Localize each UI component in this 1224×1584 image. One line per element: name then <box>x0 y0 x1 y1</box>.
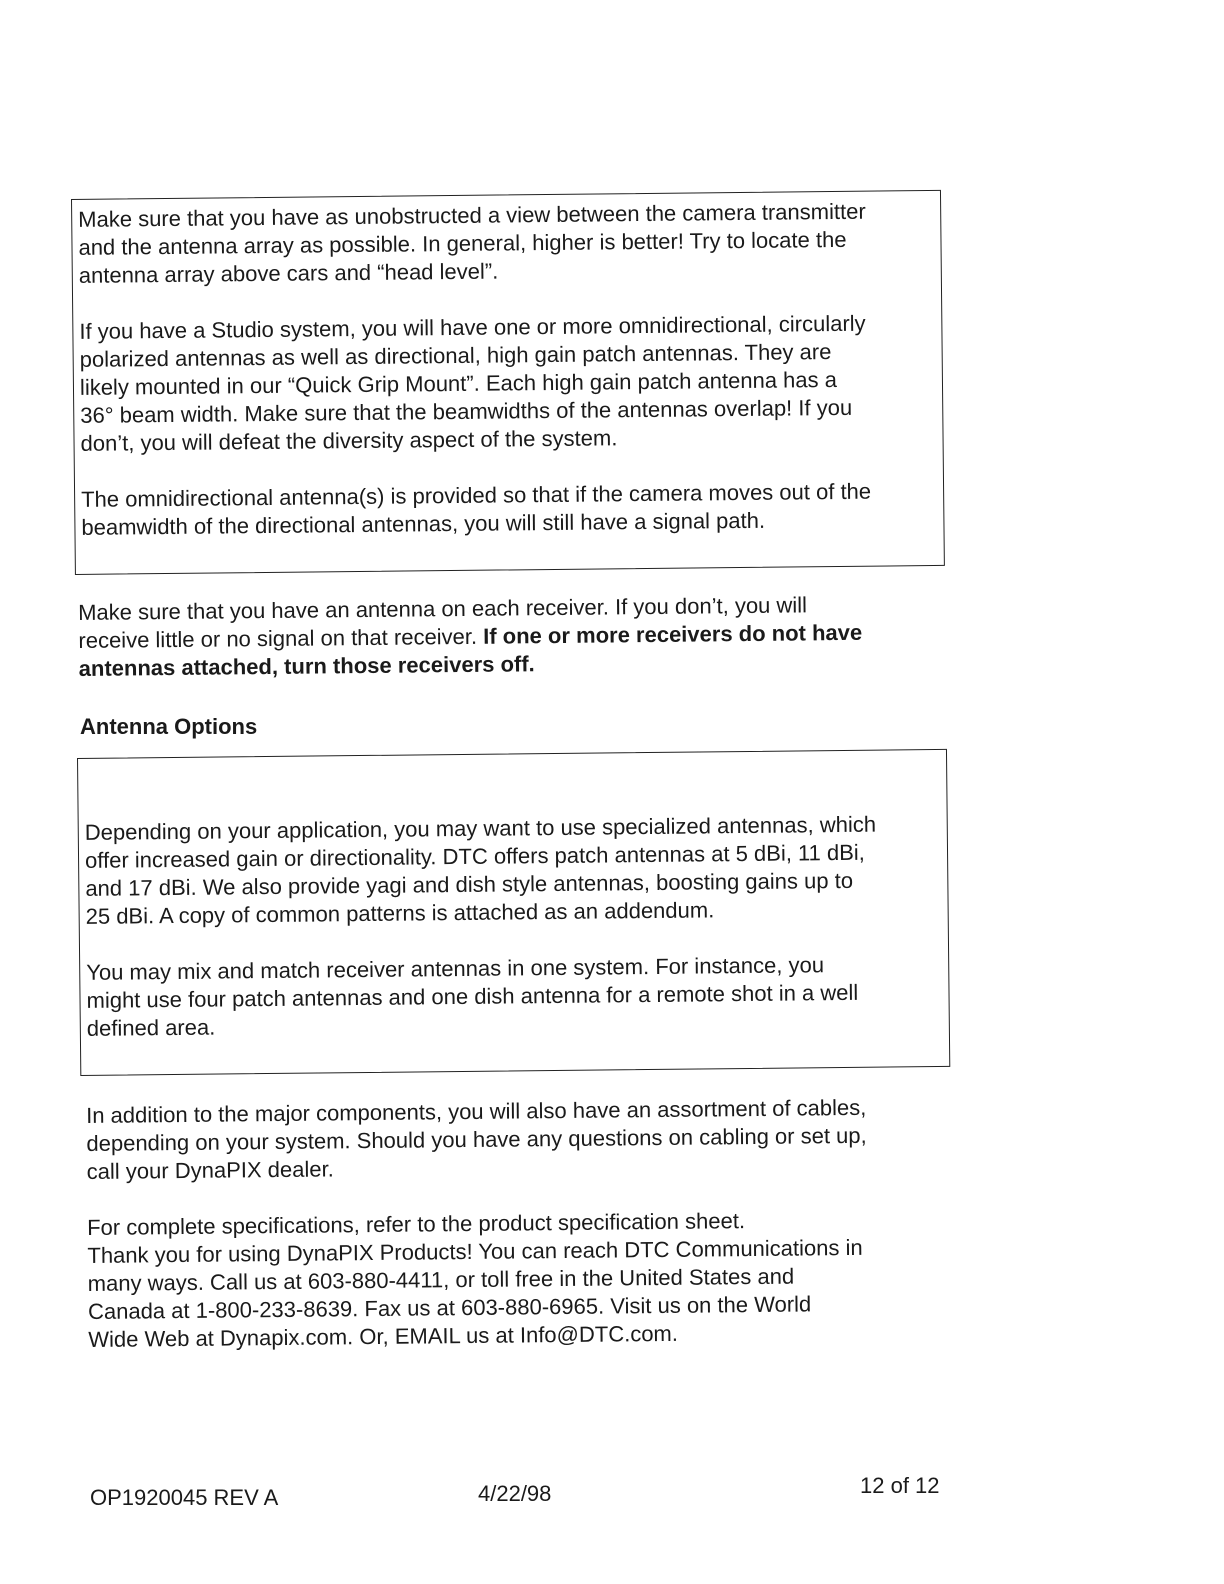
text-line: The omnidirectional antenna(s) is provided so that if the camera moves out of the <box>81 478 872 512</box>
studio-system-paragraph <box>79 309 936 458</box>
text-line: beamwidth of the directional antennas, you will still have a signal path. <box>81 507 766 540</box>
text-line: You may mix and match receiver antennas in one system. For instance, you <box>86 952 825 985</box>
text-line: don’t, you will defeat the diversity aspect of the system. <box>80 425 618 456</box>
placement-tips-box <box>71 190 945 575</box>
text-line: If you have a Studio system, you will have one or more omnidirectional, circularly <box>79 310 866 344</box>
text-line: and the antenna array as possible. In general, higher is better! Try to locate the <box>78 226 847 260</box>
text-line: and 17 dBi. We also provide yagi and dish style antennas, boosting gains up to <box>85 867 854 901</box>
document-date: 4/22/98 <box>478 1481 552 1506</box>
text-line: Depending on your application, you may want to use specialized antennas, which <box>84 811 877 845</box>
section-heading: Antenna Options <box>80 714 258 739</box>
text-line: depending on your system. Should you have any questions on cabling or set up, <box>86 1122 867 1156</box>
text-line: 36° beam width. Make sure that the beamwidths of the antennas overlap! If you <box>80 394 853 428</box>
text-line: antenna array above cars and “head level”. <box>78 258 499 288</box>
text-line: Make sure that you have an antenna on each receiver. If you don’t, you will <box>78 592 808 625</box>
text-line: likely mounted in our “Quick Grip Mount”. Each high gain patch antenna has a <box>79 366 838 400</box>
text-line: Make sure that you have as unobstructed a view between the camera transmitter <box>78 198 866 232</box>
cables-note <box>86 1094 867 1186</box>
text-segment: receive little or no signal on that receiver. <box>78 623 484 653</box>
text-line: many ways. Call us at 603-880-4411, or toll free in the United States and <box>87 1263 795 1296</box>
text-line: Canada at 1-800-233-8639. Fax us at 603-880-6965. Visit us on the World <box>87 1291 812 1324</box>
warning-text: antennas attached, turn those receivers off. <box>78 651 535 681</box>
antenna-options-box <box>77 749 950 1076</box>
text-line: might use four patch antennas and one dish antenna for a remote shot in a well <box>86 979 859 1013</box>
text-line: call your DynaPIX dealer. <box>86 1156 334 1184</box>
text-line: Thank you for using DynaPIX Products! You can reach DTC Communications in <box>87 1234 863 1268</box>
document-number: OP1920045 REV A <box>90 1485 279 1510</box>
contact-note <box>87 1206 864 1354</box>
mix-and-match-paragraph <box>86 950 943 1043</box>
text-line: Wide Web at Dynapix.com. Or, EMAIL us at Info@DTC.com. <box>88 1320 679 1352</box>
text-line: 25 dBi. A copy of common patterns is attached as an addendum. <box>85 897 715 929</box>
text-line: offer increased gain or directionality. DTC offers patch antennas at 5 dBi, 11 dBi, <box>84 839 865 873</box>
text-line: For complete specifications, refer to the product specification sheet. <box>87 1208 746 1240</box>
receiver-antenna-note <box>78 591 863 683</box>
warning-text: If one or more receivers do not have <box>483 619 863 649</box>
placement-paragraph <box>78 197 935 290</box>
specialized-antennas-paragraph <box>85 810 942 931</box>
text-line: In addition to the major components, you will also have an assortment of cables, <box>86 1094 867 1128</box>
text-line: polarized antennas as well as directional, high gain patch antennas. They are <box>79 339 832 372</box>
omnidirectional-paragraph <box>81 477 938 542</box>
page-number: 12 of 12 <box>860 1473 940 1498</box>
text-line: defined area. <box>86 1014 216 1041</box>
